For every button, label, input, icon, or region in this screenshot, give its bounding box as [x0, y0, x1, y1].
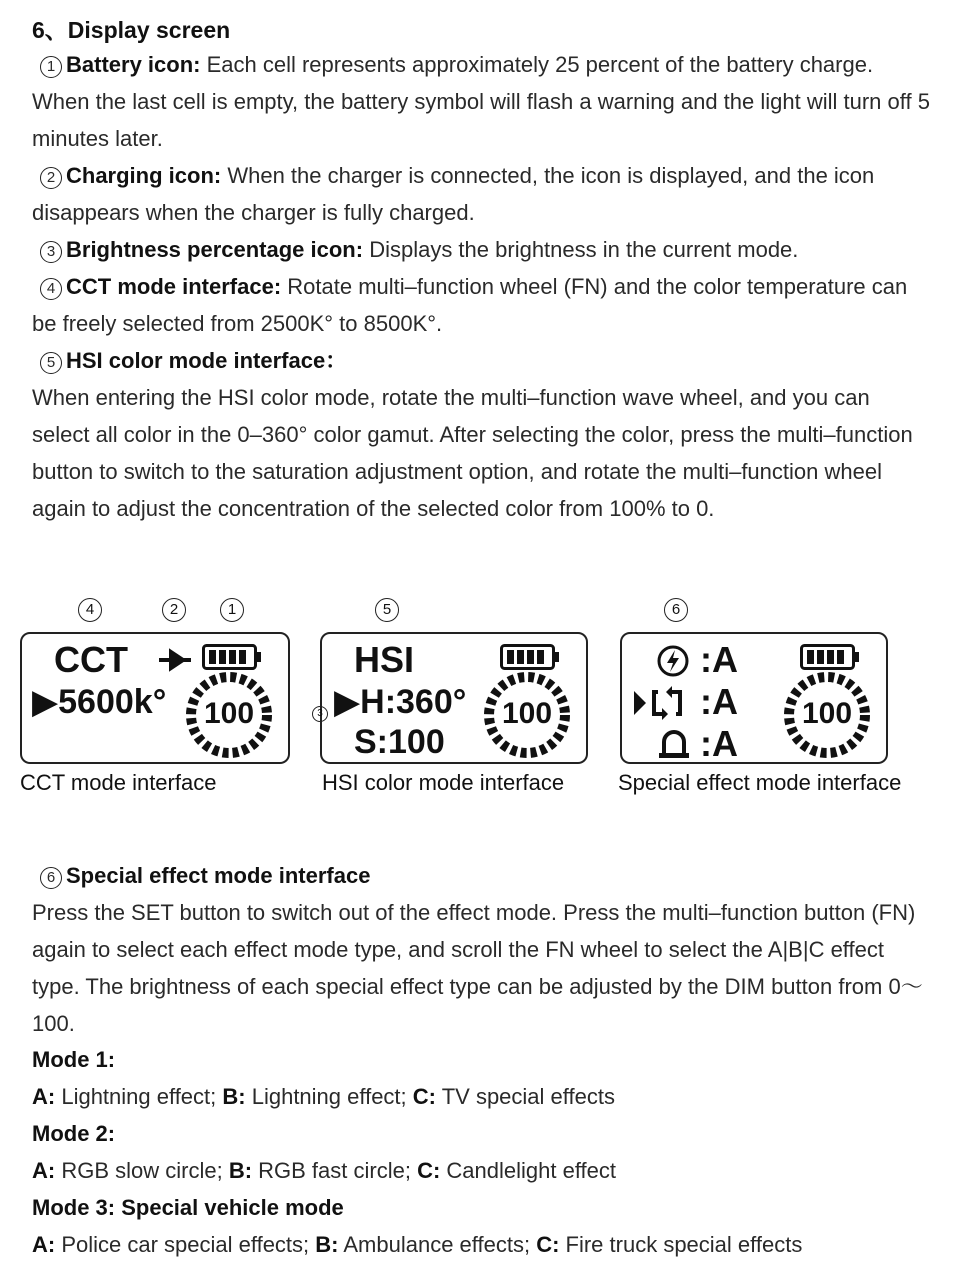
charging-icon-description — [32, 157, 932, 231]
brightness-icon-heading: Brightness percentage icon: — [66, 237, 364, 262]
circled-number-1: 1 — [40, 56, 62, 78]
cct-mode-description — [32, 268, 932, 342]
battery-icon-heading: Battery icon: — [66, 52, 201, 77]
circled-number-3: 3 — [40, 241, 62, 263]
effect-section-heading: Special effect mode interface — [66, 863, 371, 888]
effect-section-paragraph: Press the SET button to switch out of the effect mode. Press the multi–function button (FN) again to select each effect mode type, and scroll the FN wheel to select the A|B|C effect type. The brightness of each special effect type can be adjusted by the DIM button from 0～100. — [32, 900, 923, 1036]
mode2-title: Mode 2: — [32, 1121, 116, 1146]
hsi-mode-heading-line — [32, 342, 932, 379]
mode3-line — [32, 1226, 932, 1263]
mode2-b: RGB fast circle; — [252, 1158, 418, 1183]
cct-screen — [20, 632, 290, 764]
brightness-icon-description — [32, 231, 932, 268]
circled-number-2: 2 — [40, 167, 62, 189]
marker-5: 5 — [375, 598, 399, 622]
battery-icon — [800, 644, 860, 670]
battery-icon-description — [32, 46, 932, 157]
hsi-mode-label: HSI — [354, 639, 415, 680]
charging-icon-text: When the charger is connected, the icon is displayed, and the icon disappears when the charger is fully charged. — [32, 163, 875, 225]
mode1-c: TV special effects — [436, 1084, 615, 1109]
circled-number-5: 5 — [40, 352, 62, 374]
brightness-icon-text: Displays the brightness in the current mode. — [363, 237, 799, 262]
circled-number-6: 6 — [40, 867, 62, 889]
mode2-a-label: A: — [32, 1158, 56, 1183]
mode3-title: Mode 3: Special vehicle mode — [32, 1195, 344, 1220]
effect-row3-value: :A — [700, 723, 738, 764]
mode1-title: Mode 1: — [32, 1047, 116, 1072]
cct-caption: CCT mode interface — [20, 770, 217, 795]
effect-row1-value: :A — [700, 639, 738, 680]
effect-caption: Special effect mode interface — [618, 770, 902, 795]
mode1-b: Lightning effect; — [245, 1084, 413, 1109]
mode3-a: Police car special effects; — [55, 1232, 316, 1257]
hsi-screen — [320, 632, 588, 764]
mode1-a-label: A: — [32, 1084, 56, 1109]
hsi-saturation-value: S:100 — [354, 723, 445, 761]
cct-mode-text: Rotate multi–function wheel (FN) and the color temperature can be freely selected from 2500K° to 8500K°. — [32, 274, 908, 336]
cycle-icon — [632, 686, 692, 720]
hsi-hue-value: ▶H:360° — [334, 683, 467, 721]
cct-mode-label: CCT — [54, 639, 128, 680]
battery-icon — [500, 644, 560, 670]
effect-brightness-value: 100 — [801, 697, 853, 730]
mode3-a-label: A: — [32, 1232, 56, 1257]
hsi-mode-heading: HSI color mode interface： — [66, 348, 348, 373]
mode3-c: Fire truck special effects — [559, 1232, 803, 1257]
marker-4: 4 — [78, 598, 102, 622]
battery-icon-text: Each cell represents approximately 25 percent of the battery charge. When the last cell is empty, the battery symbol will flash a warning and the light will turn off 5 minutes later. — [32, 52, 930, 151]
mode2-line — [32, 1152, 932, 1189]
hsi-caption: HSI color mode interface — [322, 770, 565, 795]
effect-row2-value: :A — [700, 681, 738, 722]
mode3-b-label: B: — [315, 1232, 339, 1257]
mode3-b: Ambulance effects; — [338, 1232, 537, 1257]
effect-screen — [620, 632, 888, 764]
marker-2: 2 — [162, 598, 186, 622]
mode1-line — [32, 1078, 932, 1115]
battery-icon — [202, 644, 262, 670]
marker-1: 1 — [220, 598, 244, 622]
hsi-mode-paragraph: When entering the HSI color mode, rotate the multi–function wave wheel, and you can select all color in the 0–360° color gamut. After selecting the color, press the multi–function button to switch to the saturation adjustment option, and rotate the multi–function wheel again to adjust the concentration of the selected color from 100% to 0. — [32, 385, 913, 521]
charging-icon-heading: Charging icon: — [66, 163, 222, 188]
mode2-a: RGB slow circle; — [55, 1158, 229, 1183]
mode3-c-label: C: — [536, 1232, 560, 1257]
mode1-a: Lightning effect; — [55, 1084, 223, 1109]
marker-6: 6 — [664, 598, 688, 622]
marker-3: 3 — [312, 706, 328, 722]
mode1-b-label: B: — [222, 1084, 246, 1109]
cct-value: ▶5600k° — [32, 683, 167, 721]
effect-section-heading-line — [32, 857, 932, 894]
lightning-icon — [656, 644, 690, 678]
mode2-c: Candlelight effect — [440, 1158, 617, 1183]
circled-number-4: 4 — [40, 278, 62, 300]
hsi-brightness-value: 100 — [501, 697, 553, 730]
cct-mode-heading: CCT mode interface: — [66, 274, 282, 299]
cct-brightness-value: 100 — [203, 697, 255, 730]
mode2-b-label: B: — [228, 1158, 253, 1183]
mode2-c-label: C: — [417, 1158, 441, 1183]
section-title: 6、Display screen — [32, 17, 231, 43]
siren-icon — [656, 726, 692, 760]
mode1-c-label: C: — [412, 1084, 436, 1109]
